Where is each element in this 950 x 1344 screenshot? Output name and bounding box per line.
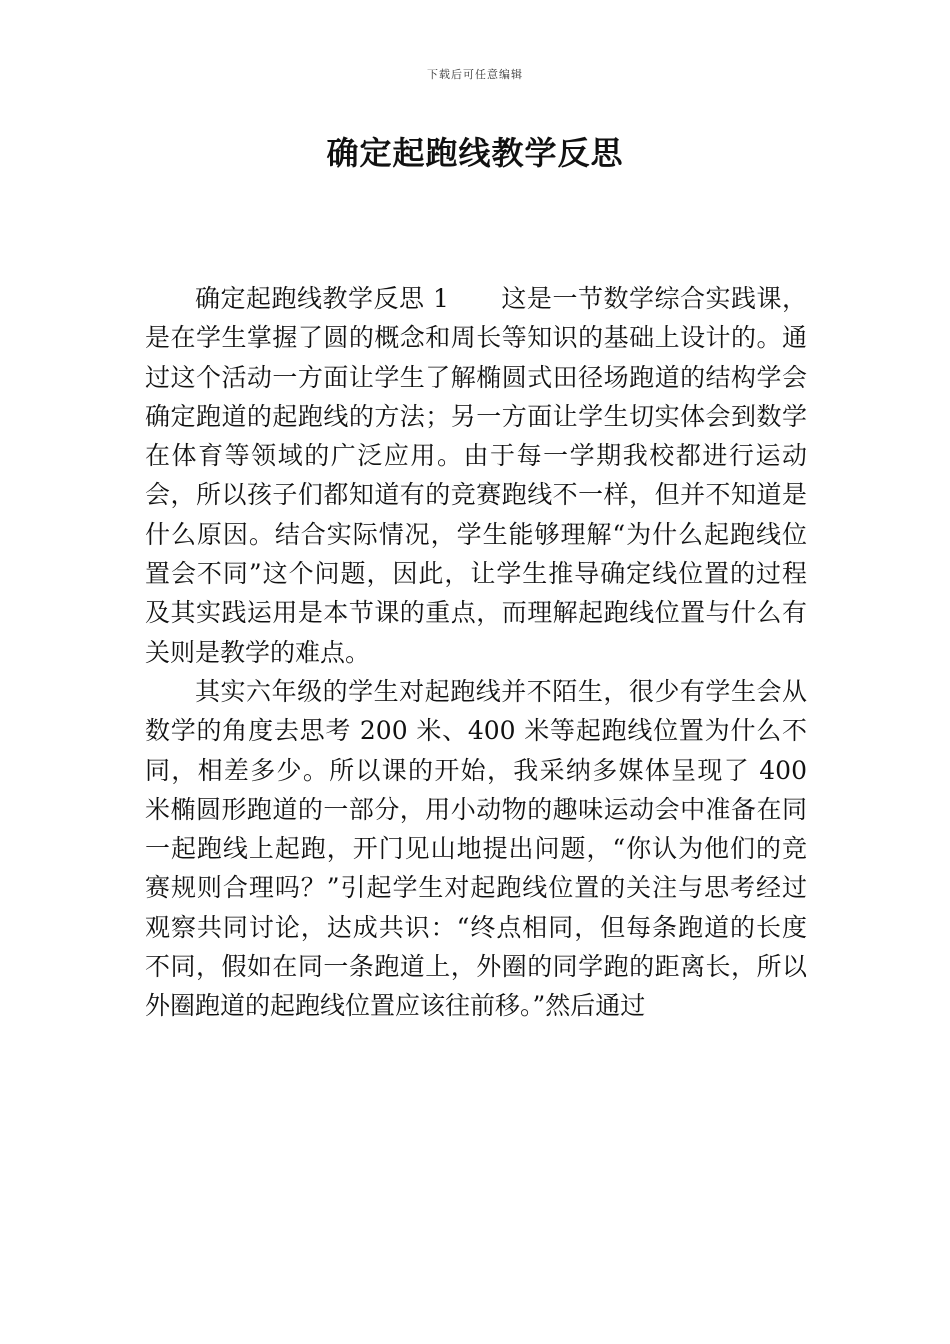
header-note: 下载后可任意编辑 [427, 68, 523, 81]
paragraph-1 [145, 279, 807, 672]
paragraph-2: 其实六年级的学生对起跑线并不陌生，很少有学生会从数学的角度去思考 200 米、400 米等起跑线位置为什么不同，相差多少。所以课的开始，我采纳多媒体呈现了 400 米椭圆形跑道的一部分，用小动物的趣味运动会中准备在同一起跑线上起跑，开门见山地提出问题，“你认为他们的竞赛规则合理吗？”引起学生对起跑线位置的关注与思考经过观察共同讨论，达成共识：“终点相同，但每条跑道的长度不同，假如在同一条跑道上，外圈的同学跑的距离长，所以外圈跑道的起跑线位置应该往前移。”然后通过 [145, 676, 807, 1021]
section-heading: 确定起跑线教学反思 1 [195, 284, 449, 313]
document-title: 确定起跑线教学反思 [326, 134, 624, 172]
document-body [145, 279, 807, 1026]
paragraph-1-text: 这是一节数学综合实践课，是在学生掌握了圆的概念和周长等知识的基础上设计的。通过这个活动一方面让学生了解椭圆式田径场跑道的结构学会确定跑道的起跑线的方法；另一方面让学生切实体会到数学在体育等领域的广泛应用。由于每一学期我校都进行运动会，所以孩子们都知道有的竞赛跑线不一样，但并不知道是什么原因。结合实际情况，学生能够理解“为什么起跑线位置会不同”这个问题，因此，让学生推导确定线位置的过程及其实践运用是本节课的重点，而理解起跑线位置与什么有关则是教学的难点。 [145, 284, 807, 667]
